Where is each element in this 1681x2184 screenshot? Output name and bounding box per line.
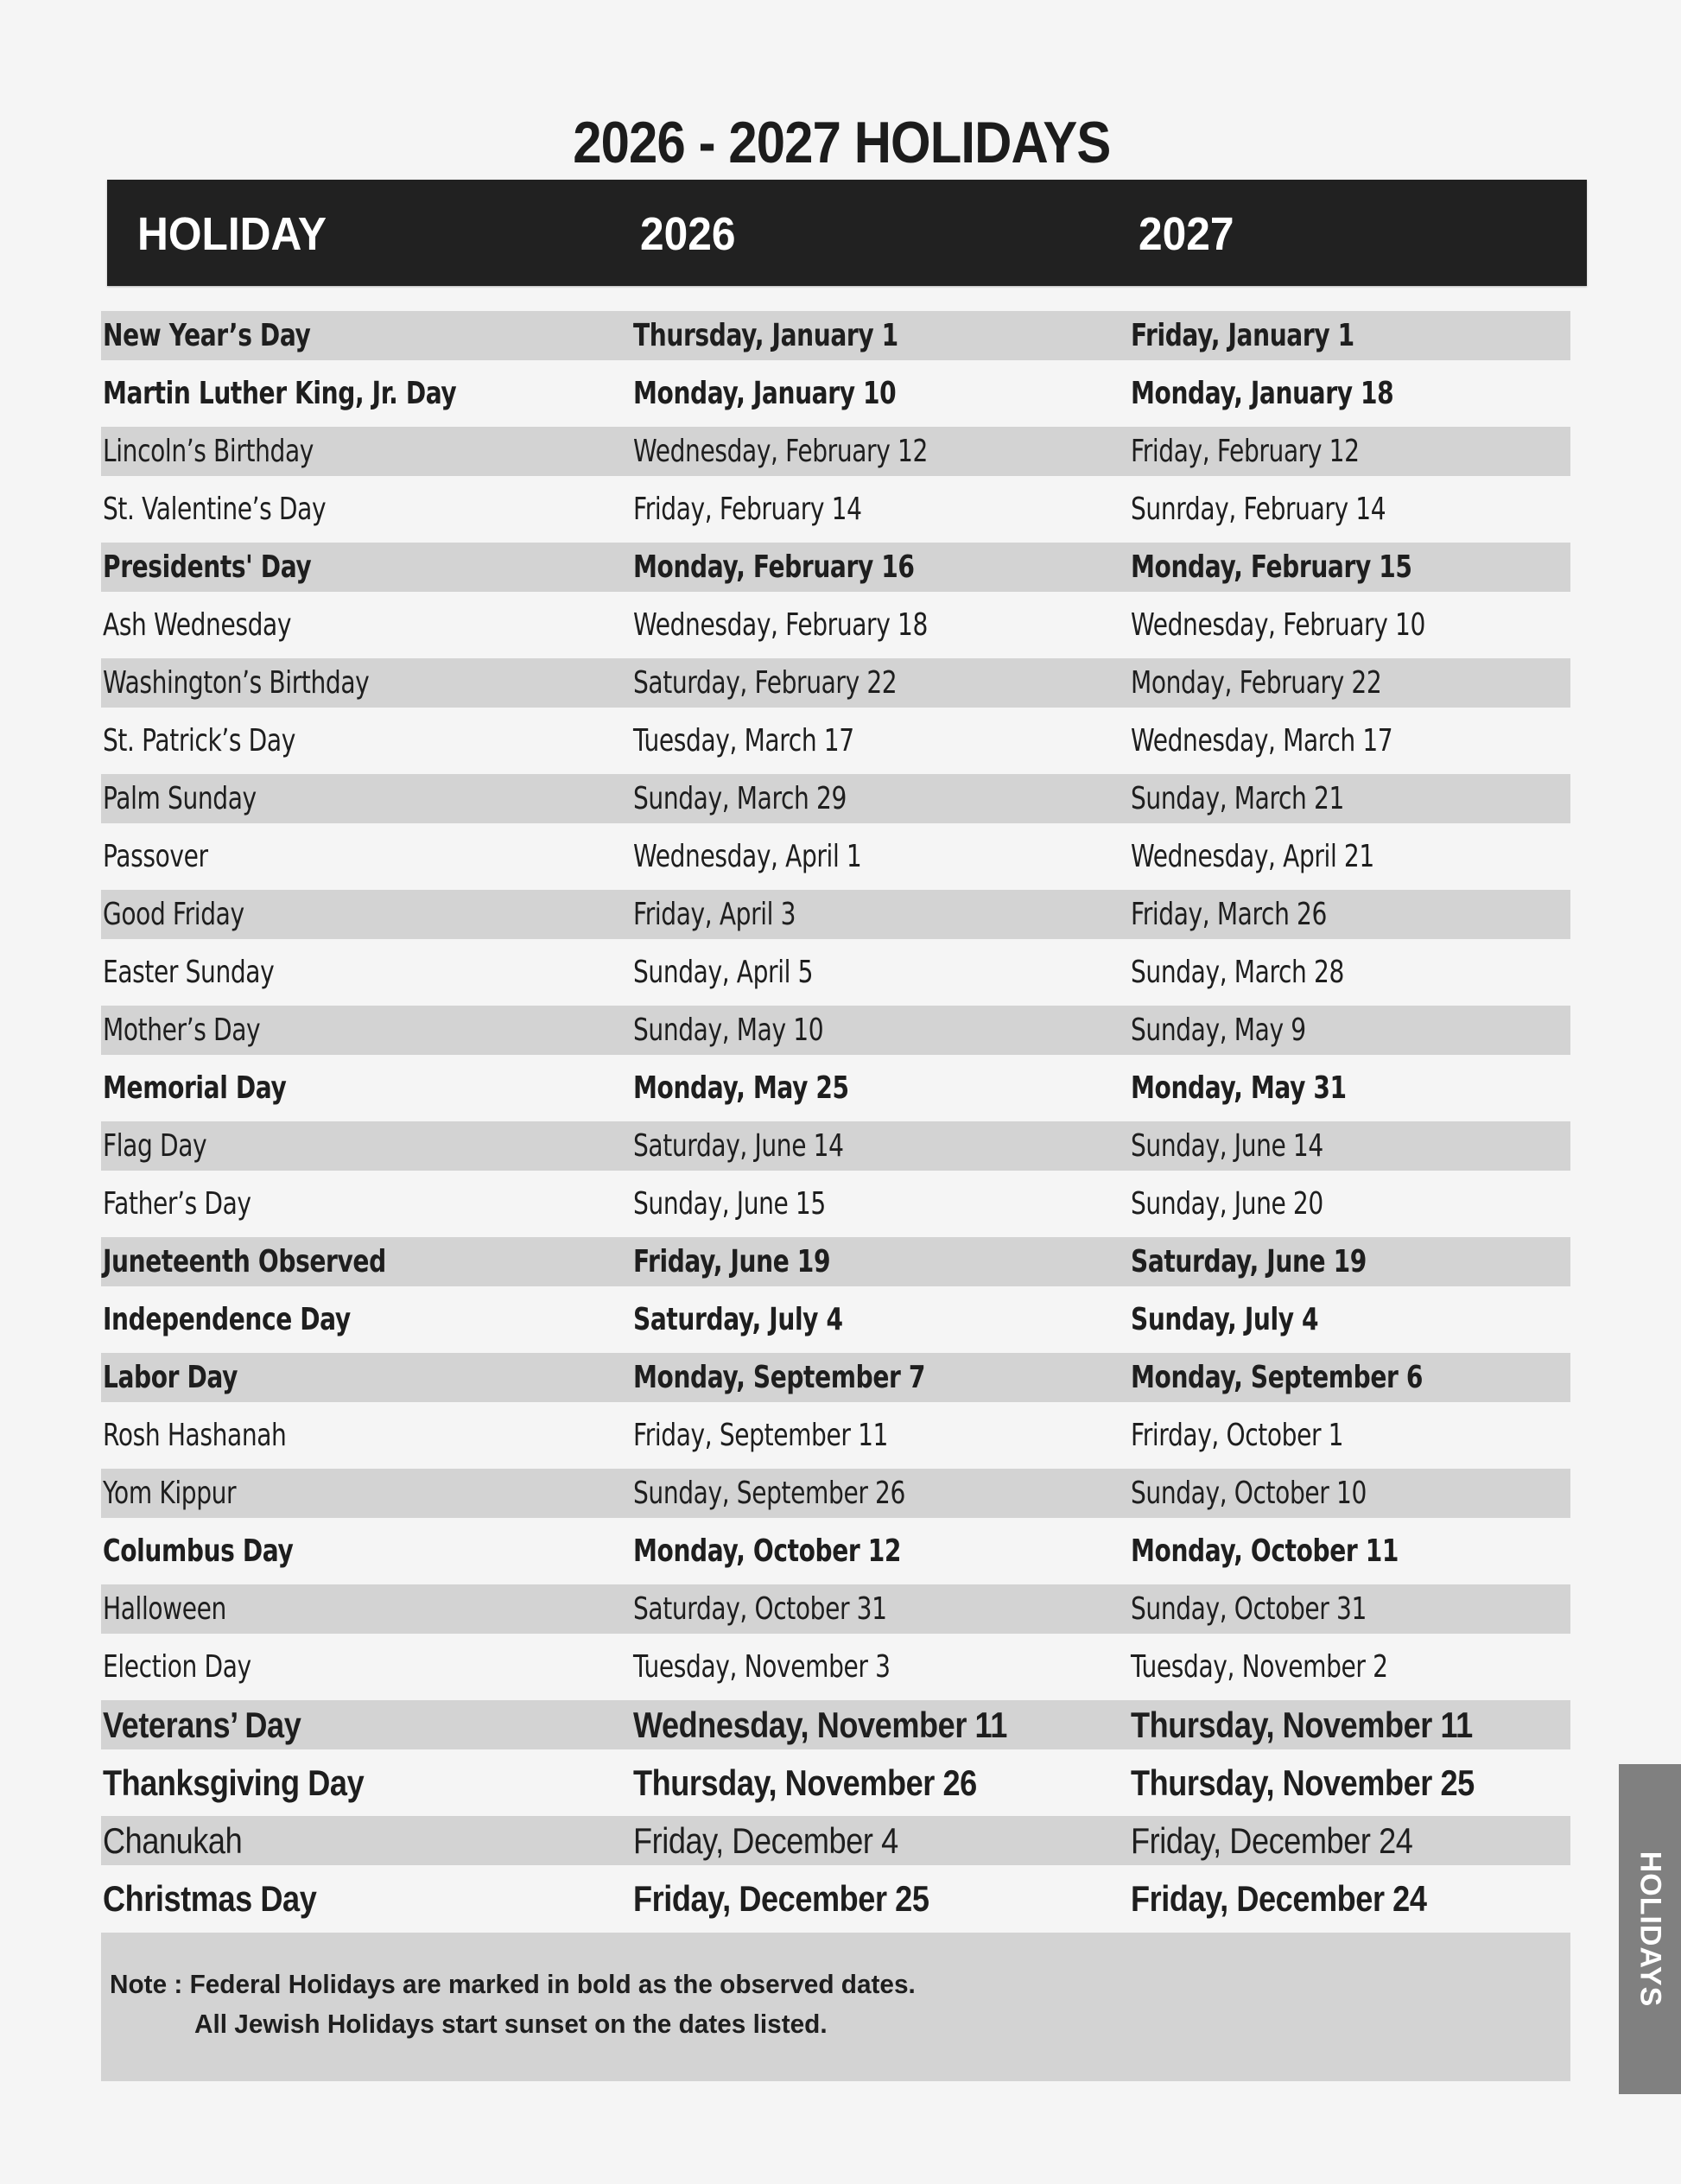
table-row: [101, 600, 1570, 658]
date-2027: Monday, October 11: [1131, 1533, 1399, 1569]
table-row: [101, 1295, 1570, 1353]
date-2027: Sunday, May 9: [1131, 1013, 1306, 1048]
table-row: [101, 1700, 1570, 1758]
date-2027: Monday, May 31: [1131, 1070, 1347, 1106]
table-row: [101, 1179, 1570, 1237]
holiday-name: Father’s Day: [103, 1186, 251, 1222]
date-2027: Wednesday, April 21: [1131, 839, 1374, 874]
holiday-name: Election Day: [103, 1649, 251, 1685]
holiday-name: Juneteenth Observed: [103, 1244, 386, 1279]
table-row: [101, 774, 1570, 832]
holiday-table: [101, 311, 1570, 1932]
date-2026: Friday, December 4: [633, 1820, 898, 1861]
table-row: [101, 1411, 1570, 1469]
date-2027: Sunday, July 4: [1131, 1302, 1319, 1337]
table-row: [101, 1584, 1570, 1642]
table-row: [101, 1237, 1570, 1295]
date-2026: Friday, February 14: [633, 492, 862, 527]
date-2027: Friday, December 24: [1131, 1878, 1427, 1919]
section-tab-holidays[interactable]: [1619, 1764, 1681, 2094]
date-2027: Sunday, June 20: [1131, 1186, 1323, 1222]
row-background: [101, 1179, 1570, 1228]
date-2026: Sunday, April 5: [633, 955, 814, 990]
note-federal-holidays: Note : Federal Holidays are marked in bold as the observed dates.: [110, 1969, 916, 1999]
date-2027: Friday, January 1: [1131, 318, 1354, 353]
row-background: [101, 890, 1570, 939]
column-header-2026: 2026: [640, 208, 736, 260]
date-2026: Monday, October 12: [633, 1533, 902, 1569]
table-row: [101, 890, 1570, 948]
date-2026: Saturday, February 22: [633, 665, 898, 701]
date-2026: Monday, January 10: [633, 376, 897, 411]
holiday-name: Veterans’ Day: [103, 1705, 301, 1745]
holiday-name: Mother’s Day: [103, 1013, 261, 1048]
date-2027: Saturday, June 19: [1131, 1244, 1367, 1279]
table-row: [101, 1353, 1570, 1411]
note-box: [101, 1933, 1570, 2081]
date-2027: Sunday, October 10: [1131, 1476, 1367, 1511]
date-2026: Saturday, July 4: [633, 1302, 843, 1337]
date-2026: Sunday, June 15: [633, 1186, 826, 1222]
date-2026: Thursday, November 26: [633, 1762, 977, 1803]
date-2026: Monday, May 25: [633, 1070, 849, 1106]
column-header-holiday: HOLIDAY: [137, 208, 327, 260]
date-2027: Monday, February 22: [1131, 665, 1382, 701]
row-background: [101, 948, 1570, 997]
date-2026: Wednesday, April 1: [633, 839, 862, 874]
date-2026: Wednesday, February 12: [633, 434, 928, 469]
holiday-name: New Year’s Day: [103, 318, 311, 353]
date-2027: Monday, February 15: [1131, 549, 1412, 585]
table-row: [101, 658, 1570, 716]
table-row: [101, 311, 1570, 369]
date-2026: Friday, June 19: [633, 1244, 831, 1279]
date-2026: Monday, September 7: [633, 1360, 925, 1395]
table-row: [101, 369, 1570, 427]
holiday-name: Passover: [103, 839, 208, 874]
date-2027: Thursday, November 25: [1131, 1762, 1475, 1803]
date-2027: Frirday, October 1: [1131, 1418, 1344, 1453]
holiday-name: Washington’s Birthday: [103, 665, 370, 701]
table-row: [101, 1469, 1570, 1527]
date-2026: Saturday, June 14: [633, 1128, 844, 1164]
table-row: [101, 1006, 1570, 1063]
column-header-2027: 2027: [1139, 208, 1234, 260]
table-row: [101, 1874, 1570, 1932]
date-2026: Wednesday, February 18: [633, 607, 928, 643]
date-2027: Sunrday, February 14: [1131, 492, 1386, 527]
date-2026: Tuesday, November 3: [633, 1649, 891, 1685]
date-2027: Wednesday, March 17: [1131, 723, 1393, 759]
date-2027: Wednesday, February 10: [1131, 607, 1425, 643]
date-2027: Monday, September 6: [1131, 1360, 1423, 1395]
holiday-name: St. Valentine’s Day: [103, 492, 327, 527]
date-2026: Monday, February 16: [633, 549, 915, 585]
table-row: [101, 832, 1570, 890]
date-2027: Friday, February 12: [1131, 434, 1360, 469]
holiday-name: Chanukah: [103, 1820, 243, 1861]
note-jewish-holidays: All Jewish Holidays start sunset on the dates listed.: [194, 2009, 828, 2039]
table-row: [101, 1816, 1570, 1874]
date-2027: Monday, January 18: [1131, 376, 1394, 411]
holiday-name: Lincoln’s Birthday: [103, 434, 314, 469]
holiday-name: Good Friday: [103, 897, 244, 932]
date-2026: Tuesday, March 17: [633, 723, 854, 759]
table-header: [107, 180, 1587, 286]
table-row: [101, 427, 1570, 485]
date-2027: Sunday, March 21: [1131, 781, 1344, 816]
date-2027: Sunday, October 31: [1131, 1591, 1367, 1627]
holiday-name: Independence Day: [103, 1302, 351, 1337]
date-2027: Thursday, November 11: [1131, 1705, 1473, 1745]
table-row: [101, 485, 1570, 543]
holiday-name: Martin Luther King, Jr. Day: [103, 376, 457, 411]
table-row: [101, 716, 1570, 774]
table-row: [101, 1527, 1570, 1584]
table-row: [101, 948, 1570, 1006]
date-2026: Wednesday, November 11: [633, 1705, 1007, 1745]
table-row: [101, 1063, 1570, 1121]
table-row: [101, 1121, 1570, 1179]
holiday-name: Rosh Hashanah: [103, 1418, 287, 1453]
holiday-name: Labor Day: [103, 1360, 238, 1395]
date-2027: Friday, March 26: [1131, 897, 1327, 932]
holiday-name: St. Patrick’s Day: [103, 723, 295, 759]
row-background: [101, 1006, 1570, 1055]
date-2026: Thursday, January 1: [633, 318, 898, 353]
date-2027: Friday, December 24: [1131, 1820, 1413, 1861]
page-title: 2026 - 2027 HOLIDAYS: [573, 110, 1111, 175]
date-2027: Sunday, June 14: [1131, 1128, 1323, 1164]
holiday-name: Presidents' Day: [103, 549, 312, 585]
table-row: [101, 1642, 1570, 1700]
date-2026: Friday, September 11: [633, 1418, 889, 1453]
holiday-name: Christmas Day: [103, 1878, 317, 1919]
date-2027: Tuesday, November 2: [1131, 1649, 1388, 1685]
date-2026: Sunday, March 29: [633, 781, 847, 816]
holiday-name: Thanksgiving Day: [103, 1762, 365, 1803]
holiday-name: Yom Kippur: [103, 1476, 237, 1511]
date-2026: Friday, December 25: [633, 1878, 929, 1919]
date-2026: Sunday, September 26: [633, 1476, 905, 1511]
table-row: [101, 1758, 1570, 1816]
date-2026: Saturday, October 31: [633, 1591, 887, 1627]
holiday-name: Flag Day: [103, 1128, 207, 1164]
date-2026: Friday, April 3: [633, 897, 796, 932]
holiday-name: Memorial Day: [103, 1070, 287, 1106]
holiday-name: Columbus Day: [103, 1533, 294, 1569]
holiday-name: Halloween: [103, 1591, 226, 1627]
holiday-name: Ash Wednesday: [103, 607, 292, 643]
holiday-name: Palm Sunday: [103, 781, 257, 816]
table-row: [101, 543, 1570, 600]
section-tab-label: HOLIDAYS: [1633, 1851, 1667, 2008]
date-2026: Sunday, May 10: [633, 1013, 824, 1048]
holiday-name: Easter Sunday: [103, 955, 275, 990]
date-2027: Sunday, March 28: [1131, 955, 1344, 990]
